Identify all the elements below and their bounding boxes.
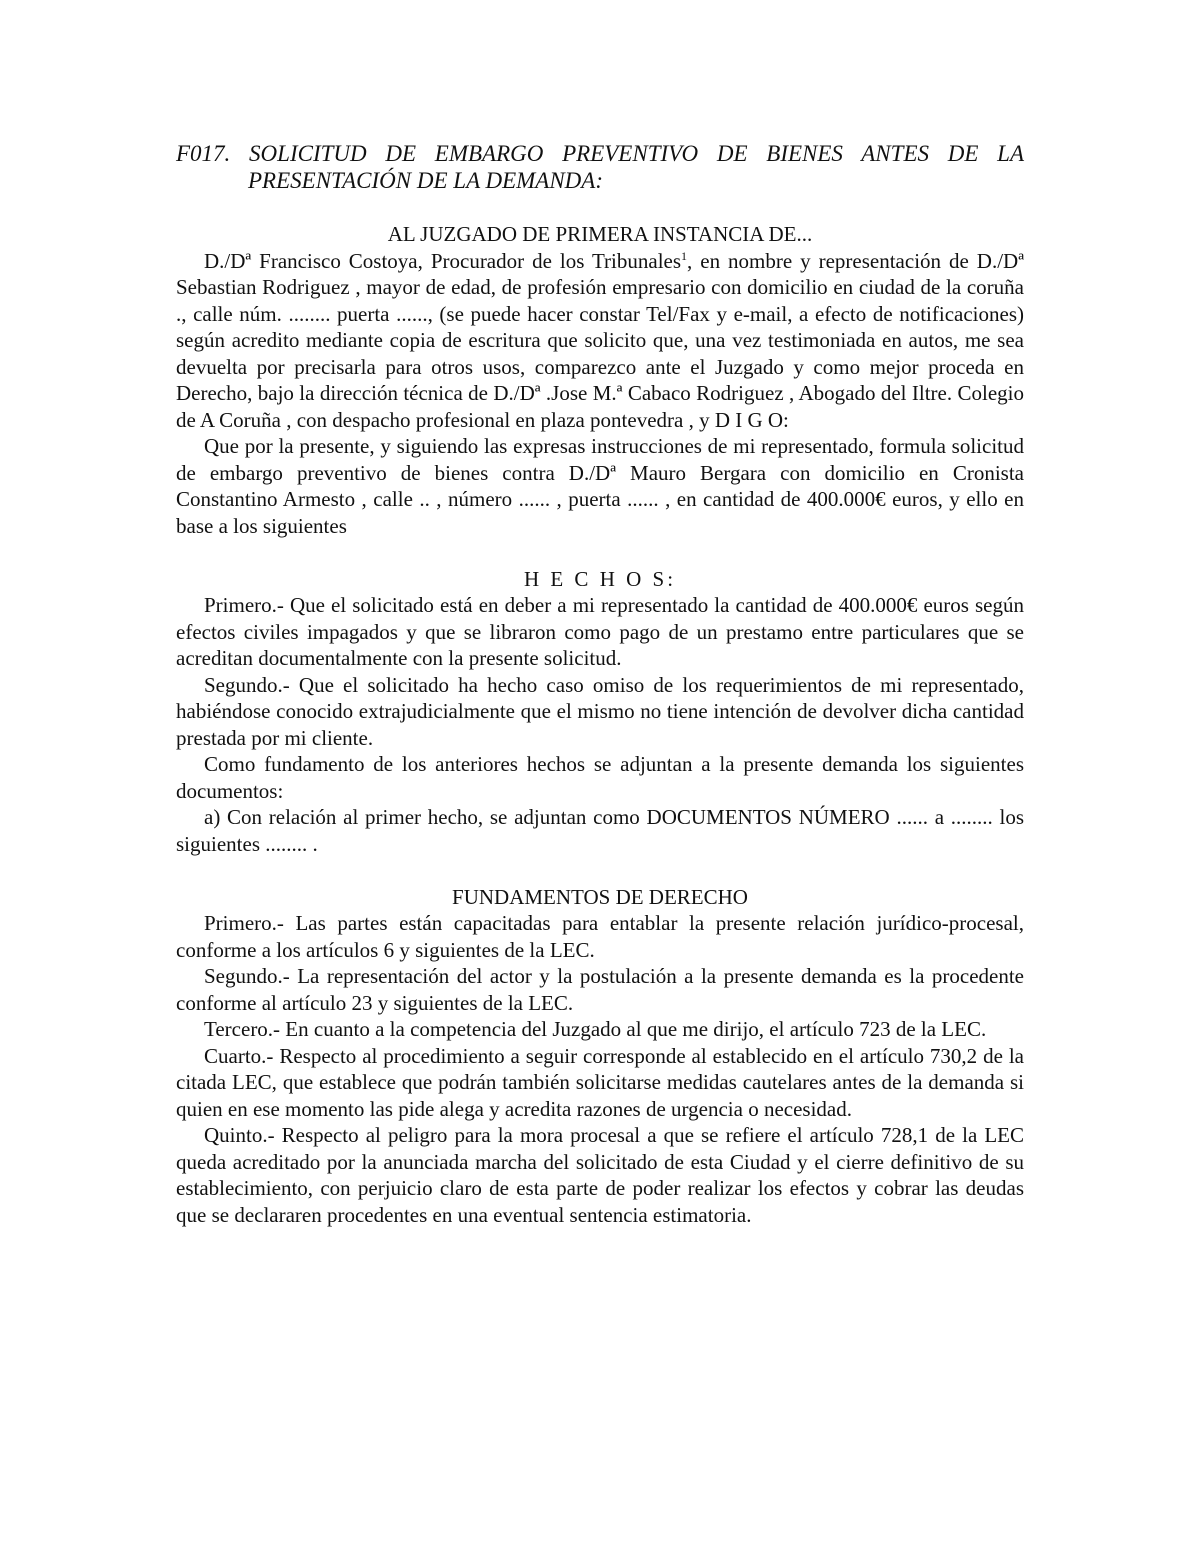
- intro-paragraph-2: Que por la presente, y siguiendo las expresas instrucciones de mi representado, formula solicitud de embargo preventivo de bienes contra D./Dª Mauro Bergara con domicilio en Cronista Constantino Armesto , calle .. , número ...... , puerta ...... , en cantidad de 400.000€ euros, y ello en base a los siguientes: [176, 434, 1024, 538]
- hechos-segundo: Segundo.- Que el solicitado ha hecho caso omiso de los requerimientos de mi representado, habiéndose conocido extrajudicialmente que el mismo no tiene intención de devolver dicha cantidad prestada por mi cliente.: [176, 672, 1024, 750]
- hechos-heading: H E C H O S:: [523, 566, 677, 591]
- fundamentos-primero: Primero.- Las partes están capacitadas para entablar la presente relación jurídico-procesal, conforme a los artículos 6 y siguientes de la LEC.: [176, 911, 1024, 962]
- fundamentos-tercero: Tercero.- En cuanto a la competencia del Juzgado al que me dirijo, el artículo 723 de la LEC.: [204, 1017, 987, 1041]
- document-page: [176, 140, 1024, 1228]
- footnote-marker: 1: [681, 248, 688, 263]
- section-spacer: [176, 857, 1024, 884]
- court-heading: AL JUZGADO DE PRIMERA INSTANCIA DE...: [387, 222, 813, 246]
- intro-paragraph-1-start: D./Dª Francisco Costoya, Procurador de los Tribunales: [204, 248, 682, 273]
- section-spacer: [176, 539, 1024, 566]
- fundamentos-quinto: Quinto.- Respecto al peligro para la mora procesal a que se refiere el artículo 728,1 de la LEC queda acreditado por la anunciada marcha del solicitado de esta Ciudad y el cierre definitivo de su establecimiento, con perjuicio claro de esta parte de poder realizar los efectos y cobrar las deudas que se declararen procedentes en una eventual sentencia estimatoria.: [176, 1123, 1024, 1227]
- hechos-documento-a: a) Con relación al primer hecho, se adjuntan como DOCUMENTOS NÚMERO ...... a ........ los siguientes ........ .: [176, 805, 1024, 856]
- hechos-primero: Primero.- Que el solicitado está en deber a mi representado la cantidad de 400.000€ euros según efectos civiles impagados y que se libraron como pago de un prestamo entre particulares que se acreditan documentalmente con la presente solicitud.: [176, 593, 1024, 670]
- intro-paragraph-1-rest: , en nombre y representación de D./Dª Sebastian Rodriguez , mayor de edad, de profesión empresario con domicilio en ciudad de la coruña ., calle núm. ........ puerta ......, (se puede hacer constar Tel/Fax y e-mail, a efecto de notificaciones) según acredito mediante copia de escritura que solicito que, una vez testimoniada en autos, me sea devuelta por precisarla para otros usos, comparezco ante el Juzgado y como mejor proceda en Derecho, bajo la dirección técnica de D./Dª .Jose M.ª Cabaco Rodriguez , Abogado del Iltre. Colegio de A Coruña , con despacho profesional en plaza pontevedra , y D I G O:: [176, 248, 1024, 432]
- fundamentos-segundo: Segundo.- La representación del actor y la postulación a la presente demanda es la procedente conforme al artículo 23 y siguientes de la LEC.: [176, 964, 1024, 1015]
- fundamentos-heading: FUNDAMENTOS DE DERECHO: [452, 884, 748, 909]
- document-title: F017. SOLICITUD DE EMBARGO PREVENTIVO DE BIENES ANTES DE LA PRESENTACIÓN DE LA DEMANDA:: [176, 141, 1024, 193]
- intro-paragraph-1: [176, 248, 1024, 434]
- fundamentos-cuarto: Cuarto.- Respecto al procedimiento a seguir corresponde al establecido en el artículo 730,2 de la citada LEC, que establece que podrán también solicitarse medidas cautelares antes de la demanda si quien en ese momento las pide alega y acredita razones de urgencia o necesidad.: [176, 1043, 1024, 1121]
- hechos-documentos: Como fundamento de los anteriores hechos se adjuntan a la presente demanda los siguientes documentos:: [176, 752, 1024, 803]
